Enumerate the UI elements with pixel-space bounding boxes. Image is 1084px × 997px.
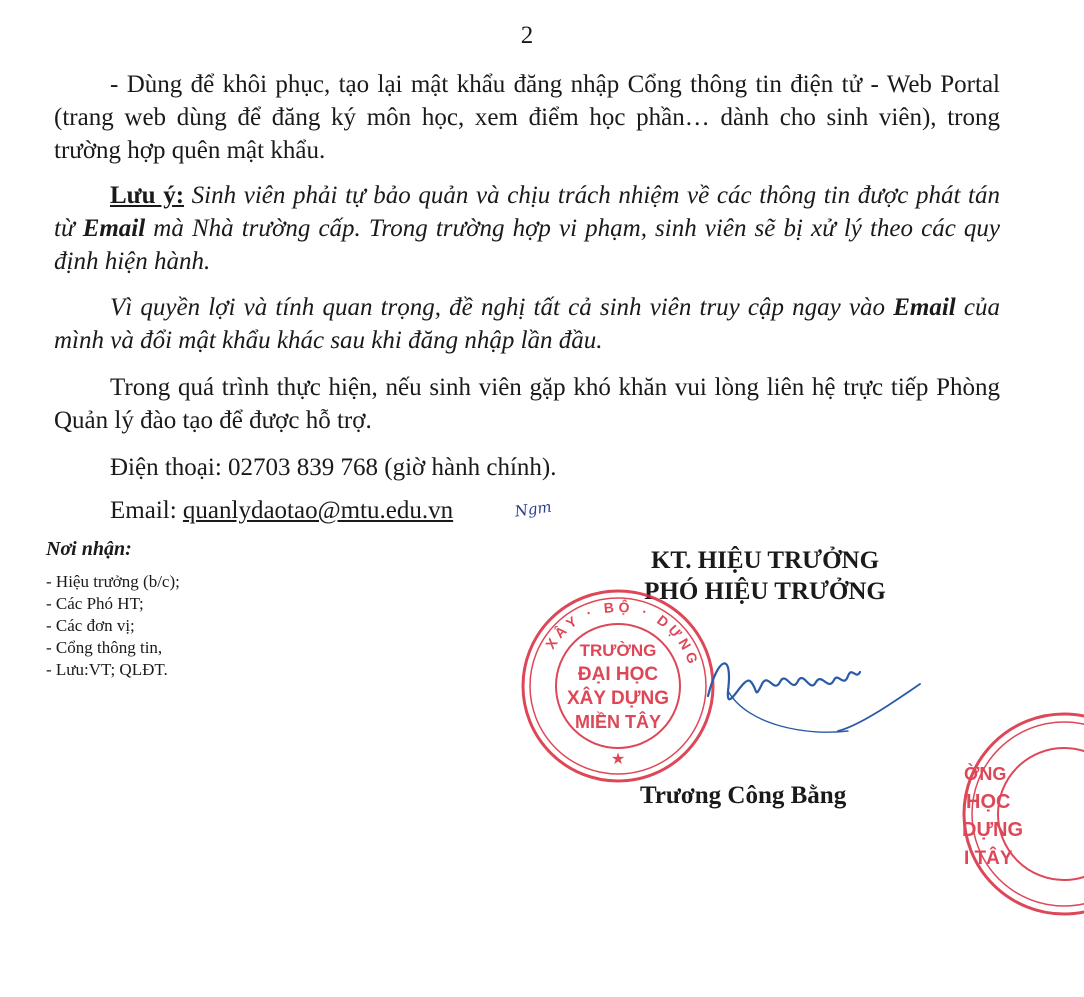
- paragraph-request: [54, 291, 1000, 357]
- paragraph-contact: Trong quá trình thực hiện, nếu sinh viên gặp khó khăn vui lòng liên hệ trực tiếp Phòng Quản lý đào tạo để được hỗ trợ.: [54, 374, 1000, 434]
- official-stamp-partial: [958, 708, 1084, 920]
- paragraph-email: [54, 494, 1000, 530]
- signature-title-line2: PHÓ HIỆU TRƯỞNG: [644, 578, 886, 605]
- stamp-line: MIỀN TÂY: [574, 712, 662, 732]
- paragraph-note: [54, 179, 1000, 278]
- recipient-item: - Cổng thông tin,: [46, 638, 163, 657]
- recipient-item: - Các đơn vị;: [46, 616, 135, 635]
- stamp-ring-text: XÂY · BỘ · DỰNG: [542, 598, 703, 670]
- email-link[interactable]: quanlydaotao@mtu.edu.vn: [182, 497, 454, 524]
- email-label: Email:: [110, 497, 183, 524]
- note-email-word: Email: [82, 215, 146, 242]
- stamp-partial-line: DỰNG: [962, 819, 1024, 841]
- request-text-a: Vì quyền lợi và tính quan trọng, đề nghị tất cả sinh viên truy cập ngay vào: [110, 294, 894, 321]
- recipient-item: - Lưu:VT; QLĐT.: [46, 660, 168, 679]
- stamp-line: XÂY DỰNG: [567, 688, 669, 709]
- stamp-line: TRƯỜNG: [579, 641, 657, 660]
- handwritten-signature: [688, 636, 928, 746]
- stamp-partial-line: ỜNG: [964, 764, 1007, 784]
- stamp-partial-line: HỌC: [966, 791, 1011, 813]
- paragraph-phone: Điện thoại: 02703 839 768 (giờ hành chính).: [110, 454, 557, 481]
- page-number: 2: [520, 22, 534, 49]
- paragraph-password-recovery: - Dùng để khôi phục, tạo lại mật khẩu đăng nhập Cổng thông tin điện tử - Web Portal (trang web dùng để đăng ký môn học, xem điểm học phần… dành cho sinh viên), trong trường hợp quên mật khẩu.: [54, 71, 1000, 164]
- stamp-partial-line: I TÂY: [964, 848, 1013, 869]
- recipients-title: Nơi nhận:: [46, 538, 132, 560]
- recipients-block: [46, 538, 426, 681]
- recipient-item: - Các Phó HT;: [46, 594, 144, 613]
- note-label: Lưu ý:: [110, 182, 185, 209]
- stamp-line: ĐẠI HỌC: [577, 664, 659, 685]
- note-text-b: mà Nhà trường cấp. Trong trường hợp vi phạm, sinh viên sẽ bị xử lý theo các quy định hiện hành.: [54, 215, 1000, 275]
- signer-name: Trương Công Bằng: [640, 782, 847, 809]
- signature-title-line1: KT. HIỆU TRƯỞNG: [650, 547, 880, 574]
- request-text-b: của mình và đổi mật khẩu khác sau khi đăng nhập lần đầu.: [54, 294, 1000, 354]
- request-email-word: Email: [893, 294, 956, 321]
- handwritten-initials: Ngm: [513, 497, 553, 521]
- note-text-a: Sinh viên phải tự bảo quản và chịu trách nhiệm về các thông tin được phát tán từ: [54, 182, 1001, 242]
- recipient-item: - Hiệu trưởng (b/c);: [46, 572, 180, 591]
- stamp-star-icon: ★: [610, 751, 626, 768]
